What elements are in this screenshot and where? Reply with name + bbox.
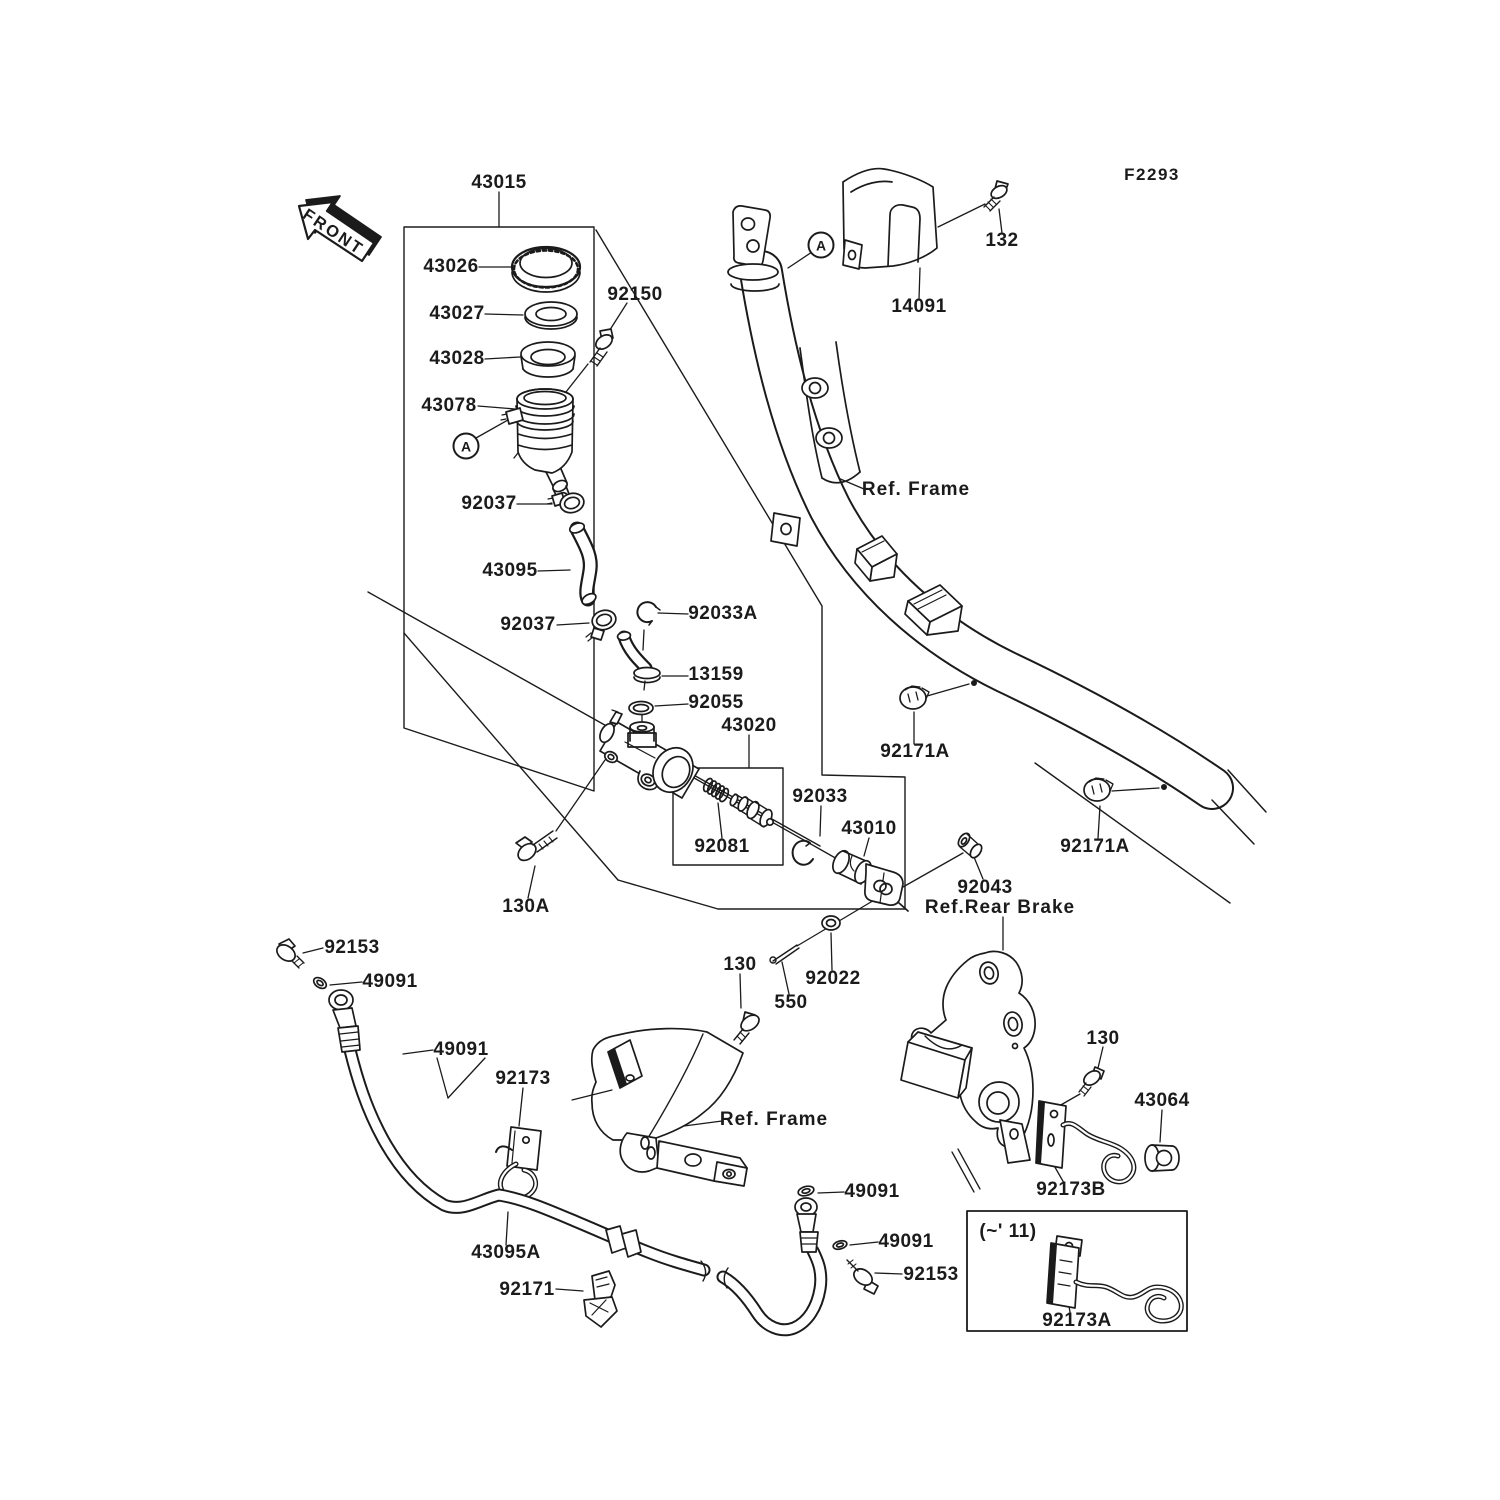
circlip-92033A bbox=[637, 602, 660, 625]
part-label-92043: 92043 bbox=[957, 877, 1013, 898]
screw-132 bbox=[984, 181, 1009, 211]
cotter-pin-550 bbox=[770, 945, 799, 964]
part-label-43095A: 43095A bbox=[471, 1242, 541, 1263]
part-label-43015: 43015 bbox=[471, 172, 527, 193]
washer-92022 bbox=[822, 916, 840, 930]
part-label-13159: 13159 bbox=[688, 664, 744, 685]
reservoir-cap-43026 bbox=[512, 247, 580, 292]
part-label-92081: 92081 bbox=[694, 836, 750, 857]
bolt-130A bbox=[515, 831, 557, 864]
diaphragm-43028 bbox=[521, 342, 575, 377]
part-label-43027: 43027 bbox=[429, 303, 485, 324]
part-label-43010: 43010 bbox=[841, 818, 897, 839]
part-label-43078: 43078 bbox=[421, 395, 477, 416]
circlip-92033 bbox=[793, 841, 813, 865]
hose-guide-92173B bbox=[1036, 1101, 1134, 1182]
part-label-43095: 43095 bbox=[482, 560, 538, 581]
part-label-92033A: 92033A bbox=[688, 603, 758, 624]
part-label-130A: 130A bbox=[502, 896, 550, 917]
figure-code: F2293 bbox=[1124, 165, 1180, 184]
bolt-130-right bbox=[1079, 1067, 1104, 1096]
part-label-92037: 92037 bbox=[461, 493, 517, 514]
part-label-92153: 92153 bbox=[324, 937, 380, 958]
front-arrow-icon bbox=[299, 196, 381, 261]
part-label-92171A: 92171A bbox=[1060, 836, 1130, 857]
part-label-92055: 92055 bbox=[688, 692, 744, 713]
inset-note: (~' 11) bbox=[979, 1221, 1037, 1242]
part-label-49091: 49091 bbox=[433, 1039, 489, 1060]
rear-brake-bracket bbox=[901, 951, 1035, 1192]
part-label-92173: 92173 bbox=[495, 1068, 551, 1089]
part-label-92171: 92171 bbox=[499, 1279, 555, 1300]
part-label-130: 130 bbox=[723, 954, 757, 975]
grommet-43064 bbox=[1145, 1145, 1179, 1171]
part-label-43020: 43020 bbox=[721, 715, 777, 736]
master-cylinder-body bbox=[597, 710, 701, 799]
clamp-92171A-2 bbox=[1084, 778, 1113, 801]
joint-pin-92043 bbox=[956, 831, 984, 859]
cap-plate-43027 bbox=[525, 302, 577, 329]
part-label-92173B: 92173B bbox=[1036, 1179, 1106, 1200]
part-label-49091: 49091 bbox=[878, 1231, 934, 1252]
part-label-92173A: 92173A bbox=[1042, 1310, 1112, 1331]
marker-A: A bbox=[808, 232, 835, 259]
part-label-43028: 43028 bbox=[429, 348, 485, 369]
hose-clamp-92037-lower bbox=[586, 608, 618, 641]
part-label-14091: 14091 bbox=[891, 296, 947, 317]
front-arrow-text: FRONT bbox=[299, 205, 368, 259]
cover-14091 bbox=[843, 169, 937, 269]
reference-label: Ref. Frame bbox=[719, 1109, 829, 1130]
o-ring-92055 bbox=[629, 702, 653, 715]
frame-tube bbox=[728, 206, 1266, 903]
part-label-43026: 43026 bbox=[423, 256, 479, 277]
reference-label: Ref.Rear Brake bbox=[924, 897, 1076, 918]
hose-clamp-92037-upper bbox=[547, 491, 586, 516]
banjo-fitting-left bbox=[274, 939, 360, 1052]
part-label-92033: 92033 bbox=[792, 786, 848, 807]
brake-hose-43095A bbox=[350, 1050, 821, 1330]
clamp-92171A-1 bbox=[900, 686, 929, 709]
part-label-49091: 49091 bbox=[844, 1181, 900, 1202]
clamp-92171 bbox=[584, 1271, 617, 1327]
part-label-49091: 49091 bbox=[362, 971, 418, 992]
elbow-fitting-13159 bbox=[617, 631, 660, 690]
bolt-130-middle bbox=[734, 1012, 762, 1044]
marker-A: A bbox=[453, 433, 480, 460]
clamp-92173 bbox=[496, 1127, 541, 1199]
part-label-92022: 92022 bbox=[805, 968, 861, 989]
part-label-550: 550 bbox=[774, 992, 808, 1013]
hose-guide-92173A bbox=[1047, 1236, 1181, 1321]
banjo-fitting-right bbox=[795, 1185, 878, 1294]
part-label-92150: 92150 bbox=[607, 284, 663, 305]
part-label-130: 130 bbox=[1086, 1028, 1120, 1049]
part-label-43064: 43064 bbox=[1134, 1090, 1190, 1111]
part-label-92153: 92153 bbox=[903, 1264, 959, 1285]
part-label-92171A: 92171A bbox=[880, 741, 950, 762]
reference-label: Ref. Frame bbox=[861, 479, 971, 500]
clevis-43010 bbox=[830, 848, 908, 911]
part-label-132: 132 bbox=[985, 230, 1019, 251]
footpeg-bracket bbox=[572, 1029, 747, 1186]
part-label-92037: 92037 bbox=[500, 614, 556, 635]
